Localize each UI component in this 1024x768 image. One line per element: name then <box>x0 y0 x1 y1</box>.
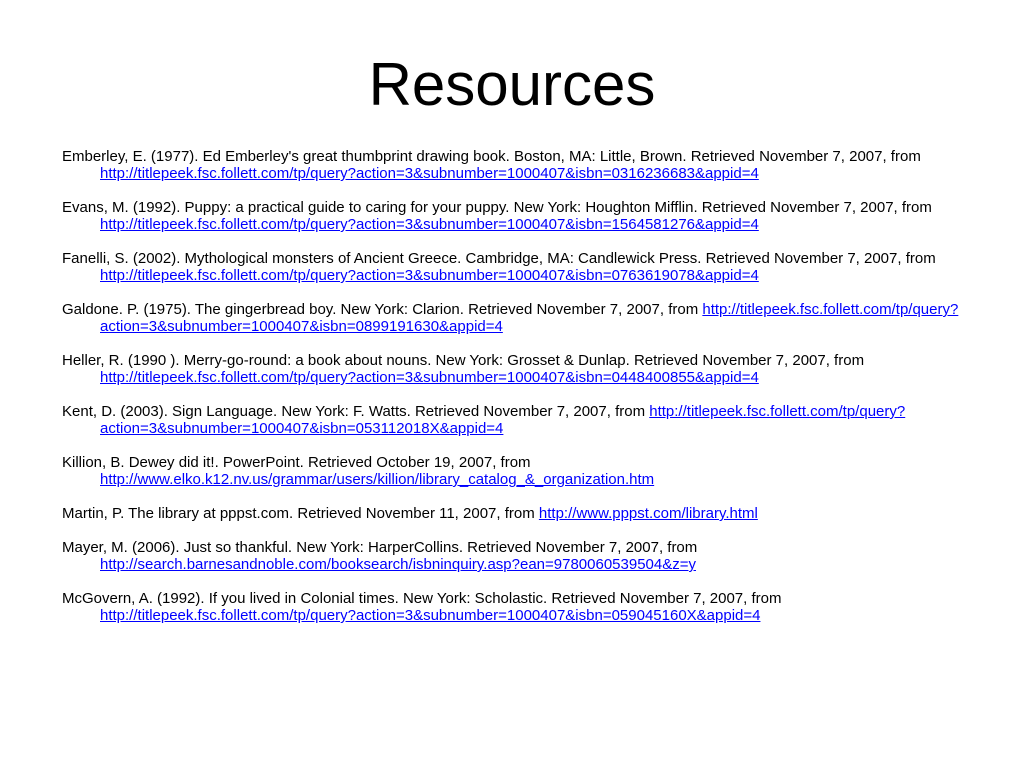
reference-link[interactable]: http://titlepeek.fsc.follett.com/tp/query?action=3&subnumber=1000407&isbn=0899191630&appid=4 <box>100 301 959 335</box>
reference-item <box>62 454 962 488</box>
reference-text: Mayer, M. (2006). Just so thankful. New York: HarperCollins. Retrieved November 7, 2007, from <box>62 539 698 556</box>
reference-item <box>62 301 962 335</box>
reference-text: Fanelli, S. (2002). Mythological monsters of Ancient Greece. Cambridge, MA: Candlewick Press. Retrieved November 7, 2007, from <box>62 250 936 267</box>
reference-text: Martin, P. The library at pppst.com. Retrieved November 11, 2007, from <box>62 505 539 522</box>
reference-text: Kent, D. (2003). Sign Language. New York: F. Watts. Retrieved November 7, 2007, from <box>62 403 650 420</box>
reference-list <box>62 148 962 641</box>
reference-text: Emberley, E. (1977). Ed Emberley's great thumbprint drawing book. Boston, MA: Little, Brown. Retrieved November 7, 2007, from <box>62 148 921 165</box>
reference-link[interactable]: http://titlepeek.fsc.follett.com/tp/query?action=3&subnumber=1000407&isbn=053112018X&appid=4 <box>100 403 906 437</box>
reference-item <box>62 539 962 573</box>
reference-link[interactable]: http://www.pppst.com/library.html <box>538 505 758 522</box>
reference-link[interactable]: http://search.barnesandnoble.com/booksearch/isbninquiry.asp?ean=9780060539504&z=y <box>100 556 696 573</box>
reference-item <box>62 148 962 182</box>
reference-text: McGovern, A. (1992). If you lived in Colonial times. New York: Scholastic. Retrieved November 7, 2007, from <box>62 590 782 607</box>
reference-item <box>62 403 962 437</box>
reference-item <box>62 250 962 284</box>
reference-item <box>62 505 962 522</box>
reference-link[interactable]: http://titlepeek.fsc.follett.com/tp/query?action=3&subnumber=1000407&isbn=0763619078&appid=4 <box>100 267 759 284</box>
reference-text: Heller, R. (1990 ). Merry-go-round: a book about nouns. New York: Grosset & Dunlap. Retrieved November 7, 2007, from <box>62 352 865 369</box>
reference-link[interactable]: http://titlepeek.fsc.follett.com/tp/query?action=3&subnumber=1000407&isbn=1564581276&appid=4 <box>100 216 759 233</box>
reference-text: Killion, B. Dewey did it!. PowerPoint. Retrieved October 19, 2007, from <box>62 454 531 471</box>
reference-item <box>62 199 962 233</box>
reference-link[interactable]: http://www.elko.k12.nv.us/grammar/users/killion/library_catalog_&_organization.htm <box>100 471 655 488</box>
reference-link[interactable]: http://titlepeek.fsc.follett.com/tp/query?action=3&subnumber=1000407&isbn=0316236683&appid=4 <box>100 165 759 182</box>
reference-link[interactable]: http://titlepeek.fsc.follett.com/tp/query?action=3&subnumber=1000407&isbn=0448400855&appid=4 <box>100 369 759 386</box>
slide-title: Resources <box>368 51 656 118</box>
reference-link[interactable]: http://titlepeek.fsc.follett.com/tp/query?action=3&subnumber=1000407&isbn=059045160X&appid=4 <box>100 607 761 624</box>
reference-text: Evans, M. (1992). Puppy: a practical guide to caring for your puppy. New York: Houghton Mifflin. Retrieved November 7, 2007, from <box>62 199 932 216</box>
reference-item <box>62 590 962 624</box>
reference-text: Galdone. P. (1975). The gingerbread boy. New York: Clarion. Retrieved November 7, 2007, from <box>62 301 703 318</box>
reference-item <box>62 352 962 386</box>
